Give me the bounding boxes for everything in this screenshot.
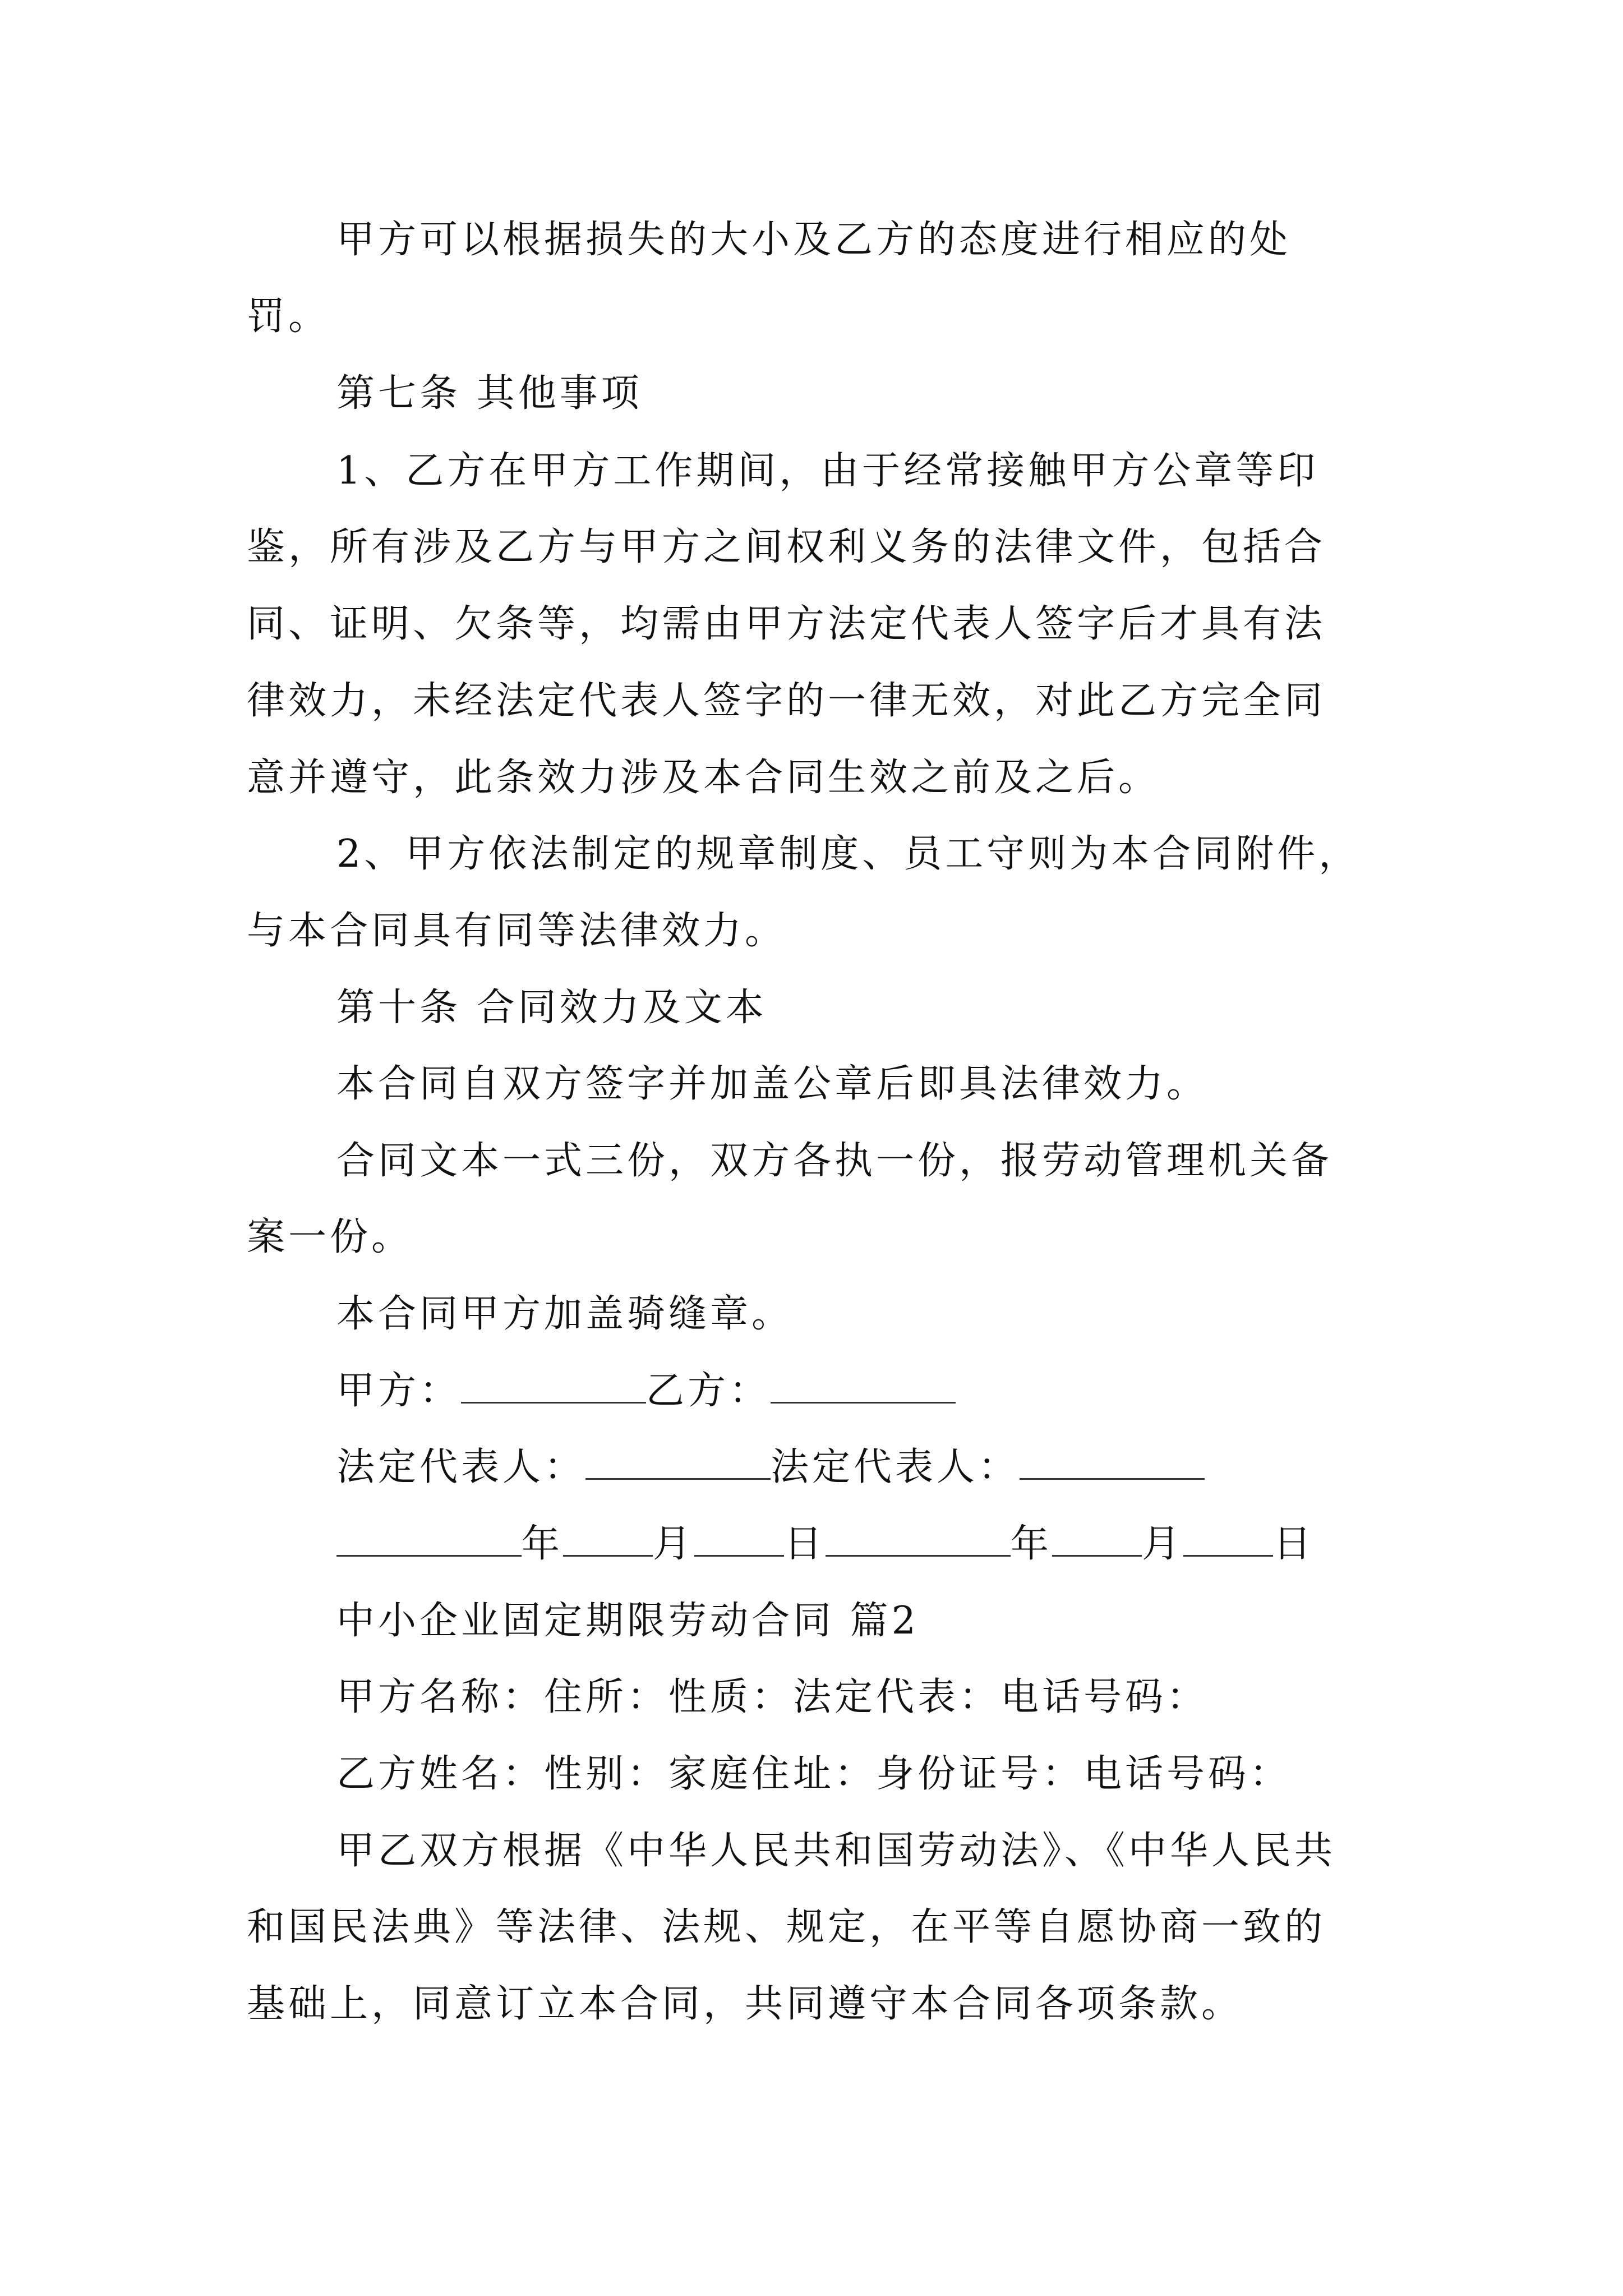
paragraph-line: 甲方名称：住所：性质：法定代表：电话号码： bbox=[336, 1675, 1209, 1719]
paragraph-line: 本合同自双方签字并加盖公章后即具法律效力。 bbox=[336, 1062, 1209, 1106]
section-heading: 第十条 合同效力及文本 bbox=[336, 986, 767, 1030]
paragraph-line: 2、甲方依法制定的规章制度、员工守则为本合同附件， bbox=[336, 832, 1361, 876]
rep-a-blank bbox=[585, 1446, 771, 1480]
paragraph-line: 律效力，未经法定代表人签字的一律无效，对此乙方完全同 bbox=[247, 679, 1326, 723]
section-heading: 中小企业固定期限劳动合同 篇2 bbox=[336, 1599, 919, 1643]
month-b-label: 月 bbox=[1142, 1522, 1184, 1566]
signature-representatives-row bbox=[0, 1445, 1623, 1490]
year-b-label: 年 bbox=[1011, 1522, 1053, 1566]
day-a-blank bbox=[694, 1522, 784, 1557]
paragraph-line: 甲方可以根据损失的大小及乙方的态度进行相应的处 bbox=[336, 218, 1292, 262]
month-a-blank bbox=[563, 1522, 653, 1557]
paragraph-line: 鉴，所有涉及乙方与甲方之间权利义务的法律文件，包括合 bbox=[247, 525, 1326, 569]
day-a-label: 日 bbox=[784, 1522, 826, 1566]
year-b-blank bbox=[826, 1522, 1011, 1557]
paragraph-line: 罚。 bbox=[247, 295, 330, 339]
paragraph-line: 甲乙双方根据《中华人民共和国劳动法》、《中华人民共 bbox=[336, 1829, 1336, 1873]
paragraph-line: 1、乙方在甲方工作期间，由于经常接触甲方公章等印 bbox=[336, 449, 1319, 493]
paragraph-line: 与本合同具有同等法律效力。 bbox=[247, 909, 787, 953]
rep-b-label: 法定代表人： bbox=[771, 1445, 1020, 1489]
paragraph-line: 合同文本一式三份，双方各执一份，报劳动管理机关备 bbox=[336, 1139, 1333, 1183]
paragraph-line: 案一份。 bbox=[247, 1215, 413, 1259]
paragraph-line: 乙方姓名：性别：家庭住址：身份证号：电话号码： bbox=[336, 1752, 1292, 1796]
year-a-blank bbox=[336, 1522, 522, 1557]
section-heading: 第七条 其他事项 bbox=[336, 371, 643, 416]
signature-date-row bbox=[0, 1522, 1623, 1567]
party-b-label: 乙方： bbox=[646, 1369, 771, 1413]
day-b-blank bbox=[1183, 1522, 1273, 1557]
paragraph-line: 本合同甲方加盖骑缝章。 bbox=[336, 1292, 794, 1336]
rep-b-blank bbox=[1020, 1446, 1205, 1480]
year-a-label: 年 bbox=[522, 1522, 564, 1566]
rep-a-label: 法定代表人： bbox=[336, 1445, 586, 1489]
month-b-blank bbox=[1052, 1522, 1142, 1557]
paragraph-line: 意并遵守，此条效力涉及本合同生效之前及之后。 bbox=[247, 756, 1160, 800]
signature-parties-row bbox=[0, 1369, 1623, 1414]
paragraph-line: 和国民法典》等法律、法规、规定，在平等自愿协商一致的 bbox=[247, 1905, 1326, 1949]
paragraph-line: 同、证明、欠条等，均需由甲方法定代表人签字后才具有法 bbox=[247, 602, 1326, 646]
party-a-blank bbox=[461, 1369, 646, 1404]
party-a-label: 甲方： bbox=[336, 1369, 462, 1413]
party-b-blank bbox=[771, 1369, 956, 1404]
month-a-label: 月 bbox=[653, 1522, 695, 1566]
paragraph-line: 基础上，同意订立本合同，共同遵守本合同各项条款。 bbox=[247, 1982, 1243, 2026]
day-b-label: 日 bbox=[1273, 1522, 1315, 1566]
